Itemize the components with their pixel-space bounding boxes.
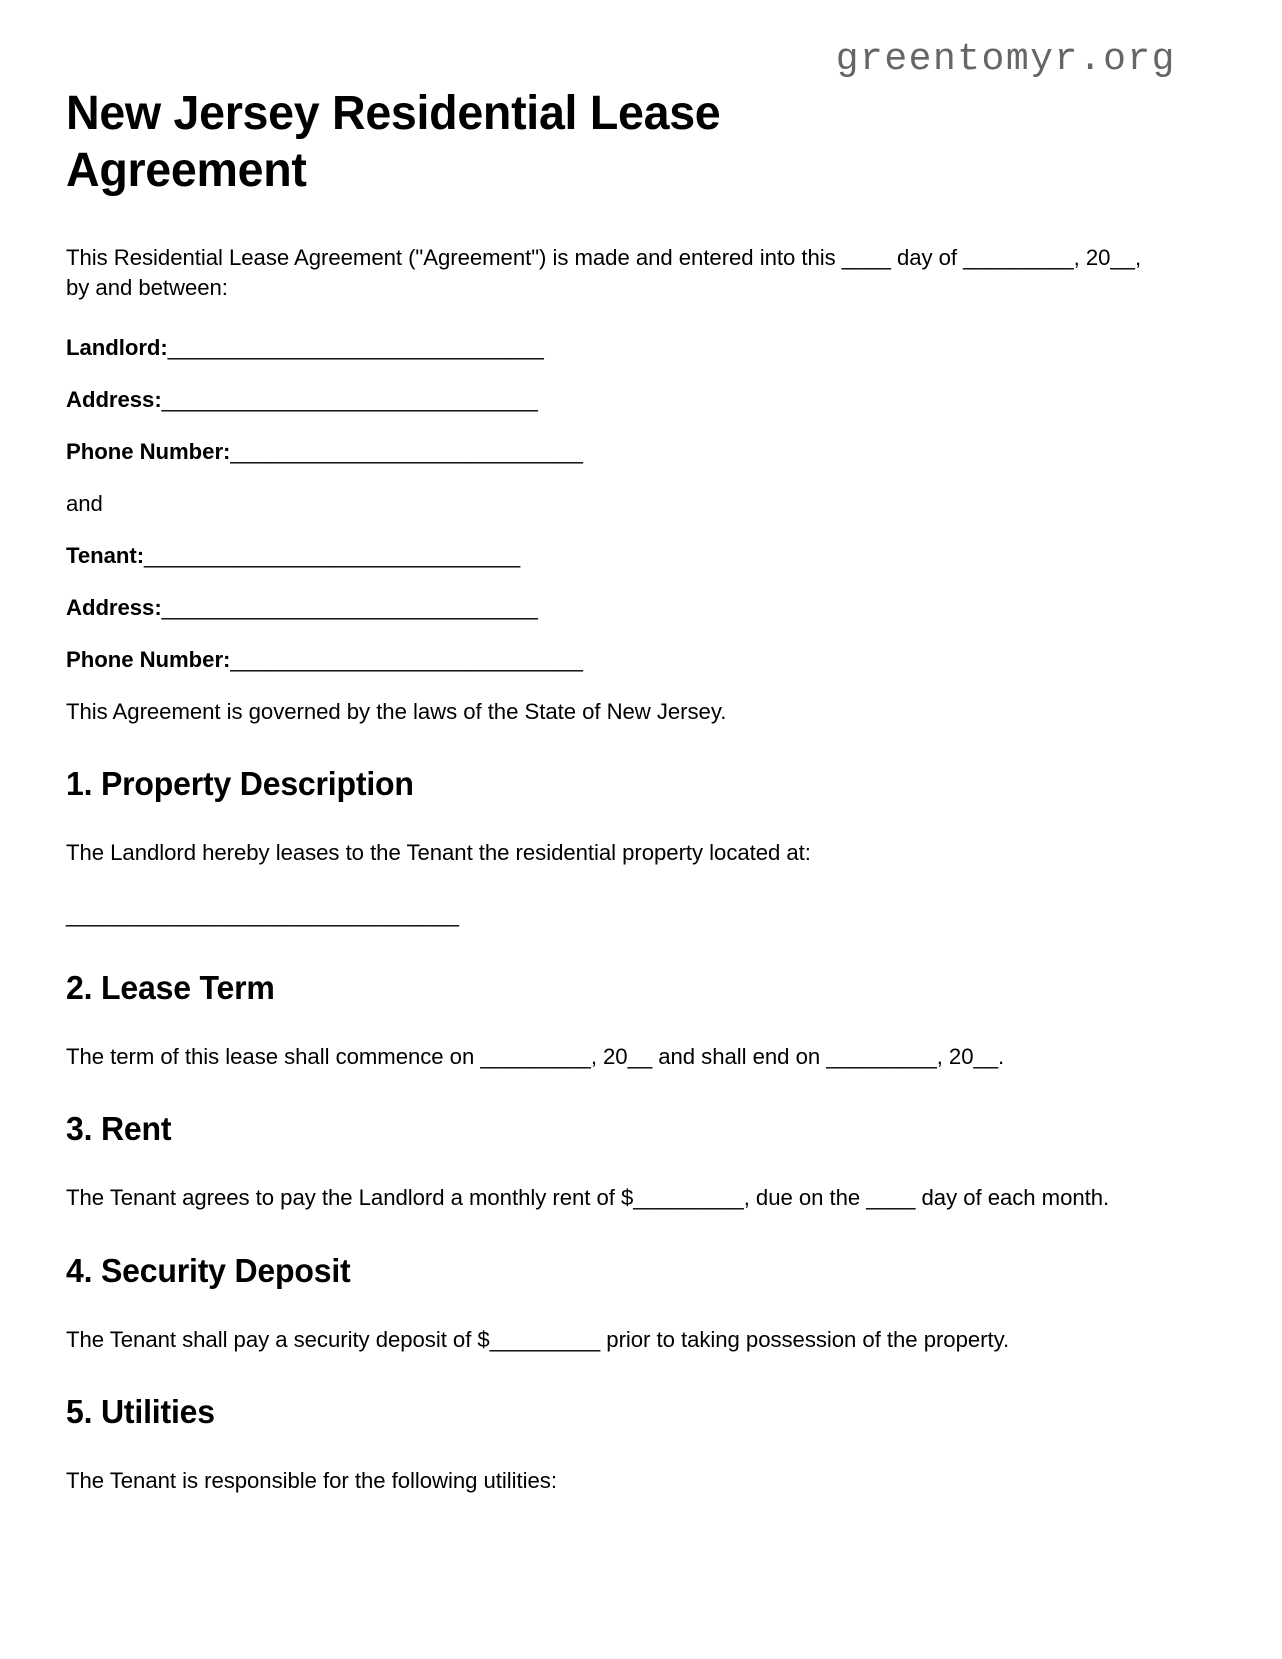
section-body-utilities: The Tenant is responsible for the following utilities: [66,1468,557,1494]
section-body-lease-term: The term of this lease shall commence on _________, 20__ and shall end on _________, 20__. [66,1043,1005,1069]
section-heading-security-deposit: 4. Security Deposit [66,1251,351,1289]
tenant-name-blank[interactable]: ________________________________ [144,542,520,568]
tenant-address-blank[interactable]: ________________________________ [161,594,538,620]
intro-paragraph: This Residential Lease Agreement ("Agreement") is made and entered into this ____ day of _________, 20__, by and between: [66,245,1142,301]
spacer [66,1008,1172,1042]
section-heading-rent: 3. Rent [66,1110,172,1148]
landlord-address-field [66,385,1155,415]
section-heading-utilities: 5. Utilities [66,1393,215,1431]
section-body-security-deposit: The Tenant shall pay a security deposit of $_________ prior to taking possession of the property. [66,1326,1010,1352]
spacer [66,1291,1172,1325]
tenant-address-field [66,593,1155,623]
spacer [66,1432,1172,1466]
spacer [66,675,1172,697]
spacer [66,868,1172,900]
spacer [66,623,1172,645]
spacer [66,199,1172,243]
landlord-phone-field [66,437,1155,467]
property-address-blank[interactable]: ________________________________ [66,901,459,927]
tenant-phone-blank[interactable]: ______________________________ [230,646,583,672]
section-heading-property-description: 1. Property Description [66,765,414,803]
landlord-address-blank[interactable]: ________________________________ [161,387,538,413]
spacer [66,303,1172,333]
section-body-rent: The Tenant agrees to pay the Landlord a monthly rent of $_________, due on the ____ day of each month. [66,1185,1110,1211]
landlord-name-blank[interactable]: ________________________________ [167,335,544,361]
parties-conjunction: and [66,490,103,516]
spacer [66,1071,1172,1109]
governing-law-paragraph: This Agreement is governed by the laws of the State of New Jersey. [66,698,727,724]
tenant-address-label: Address: [66,594,162,620]
spacer [66,415,1172,437]
page-title: New Jersey Residential Lease Agreement [66,87,721,197]
spacer [66,930,1172,968]
spacer [66,571,1172,593]
section-body-property-description: The Landlord hereby leases to the Tenant the residential property located at: [66,840,811,866]
spacer [66,1354,1172,1392]
tenant-name-field [66,541,1155,571]
spacer [66,1149,1172,1183]
tenant-phone-label: Phone Number: [66,646,231,672]
spacer [66,467,1172,489]
spacer [66,363,1172,385]
spacer [66,519,1172,541]
site-watermark: greentomyr.org [835,38,1176,81]
landlord-name-field [66,333,1155,363]
landlord-phone-blank[interactable]: ______________________________ [230,438,583,464]
tenant-name-label: Tenant: [66,542,145,568]
spacer [66,726,1172,764]
spacer [66,1213,1172,1251]
section-heading-lease-term: 2. Lease Term [66,968,275,1006]
landlord-name-label: Landlord: [66,335,168,361]
landlord-address-label: Address: [66,387,162,413]
tenant-phone-field [66,645,1155,675]
spacer [66,804,1172,838]
landlord-phone-label: Phone Number: [66,438,231,464]
